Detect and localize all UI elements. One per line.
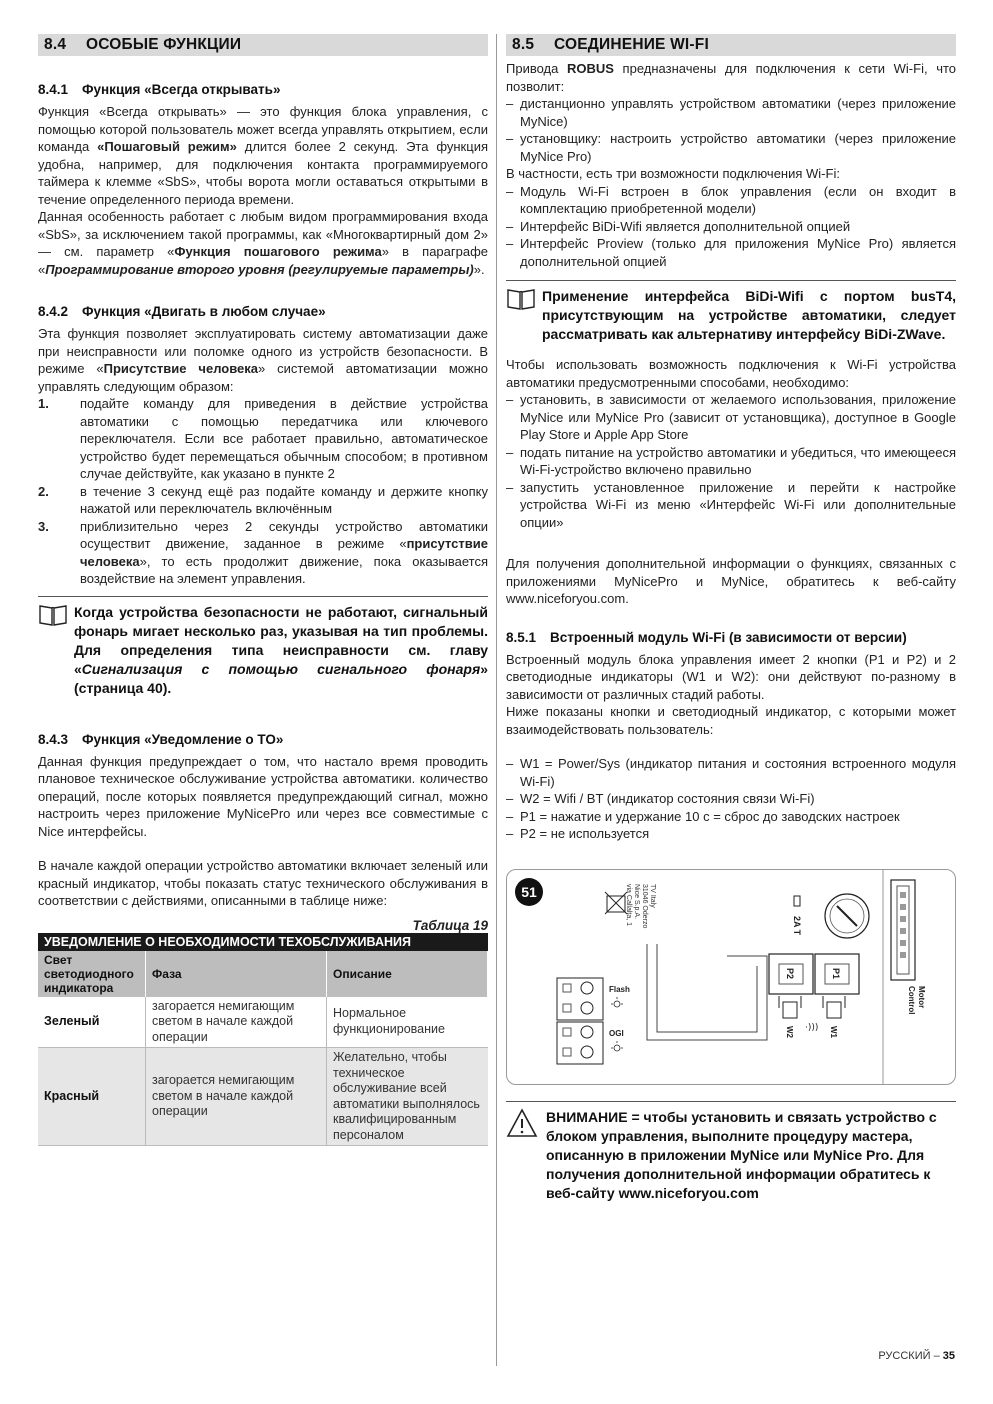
page-number: 35 bbox=[942, 1350, 955, 1362]
column-divider bbox=[496, 34, 497, 1366]
address-line: TV Italy bbox=[649, 883, 656, 908]
maintenance-table bbox=[38, 933, 488, 1147]
column-header: Описание bbox=[327, 951, 488, 997]
wifi-icon: ·))) bbox=[805, 1022, 819, 1033]
list-item: – W1 = Power/Sys (индикатор питания и состояния встроенного модуля Wi-Fi) bbox=[506, 755, 956, 790]
paragraph: Данная функция предупреждает о том, что настало время проводить плановое техническое обслуживание устройства автоматики. количество операций, после которых появляется предупреждающий сигнал, можно настроить через приложение MyNicePro или через все совместимые с Nice интерфейсы. bbox=[38, 753, 488, 839]
address-line: 31046 Oderzo bbox=[641, 883, 648, 928]
list-item: – P2 = не используется bbox=[506, 825, 956, 843]
paragraph: В начале каждой операции устройство автоматики включает зеленый или красный индикатор, чтобы показать статус технического обслуживания в соответствии с действиями, описанными в таблице ниже: bbox=[38, 858, 488, 908]
list-item: – W2 = Wifi / BT (индикатор состояния связи Wi-Fi) bbox=[506, 790, 956, 808]
button-p2-label: P2 bbox=[785, 967, 795, 979]
fuse-holder bbox=[825, 894, 869, 938]
terminal-block-ogi bbox=[557, 1022, 603, 1064]
note-text: Когда устройства безопасности не работают, сигнальный фонарь мигает несколько раз, указывая на тип проблемы. Для определения типа неисправности см. главу «Сигнализация с помощью сигнального фонаря» (страница 40). bbox=[74, 603, 488, 696]
list-item: – Интерфейс Proview (только для приложения MyNice Pro) является дополнительной опцией bbox=[506, 235, 956, 270]
list-item: – установщику: настроить устройство автоматики (через приложение MyNice Pro) bbox=[506, 130, 956, 165]
list-item: – Интерфейс BiDi-Wifi является дополнительной опцией bbox=[506, 218, 956, 236]
led-w1-label: W1 bbox=[829, 1025, 838, 1038]
list-item: – установить, в зависимости от желаемого использования, приложение MyNice или MyNice Pro (зависит от установщика), доступное в Google Play Store и Apple App Store bbox=[506, 391, 956, 444]
list-item: 1. подайте команду для приведения в действие устройства автоматики с помощью передатчика или ключевого переключателя. Если все работает правильно, автоматическое устройство будет перемещаться обычным способом; в противном случае действуйте, как указано в пункте 2 bbox=[38, 396, 488, 481]
paragraph: В частности, есть три возможности подключения Wi-Fi: bbox=[506, 166, 840, 181]
page-footer: РУССКИЙ – 35 bbox=[878, 1350, 955, 1362]
control-board-figure bbox=[506, 869, 956, 1085]
heading-8-4-2: 8.4.2 Функция «Двигать в любом случае» bbox=[38, 304, 326, 319]
led-w2-label: W2 bbox=[785, 1025, 794, 1038]
address-line: Nice S.p.A. bbox=[633, 883, 640, 919]
paragraph: Ниже показаны кнопки и светодиодный индикатор, с которыми может взаимодействовать пользователь: bbox=[506, 704, 956, 737]
book-icon bbox=[506, 287, 542, 316]
paragraph: Функция «Всегда открывать» — это функция блока управления, с помощью которой пользователь может всегда управлять открытием, если команда «Пошаговый режим» длится более 2 секунд. Эта функция удобна, например, для подключения контакта программируемого таймера к клемме «SbS», чтобы ворота могли оставаться открытыми в течение определенного периода времени. bbox=[38, 104, 488, 207]
motor-control-connector bbox=[891, 880, 915, 980]
waste-bin-icon bbox=[605, 892, 627, 914]
paragraph: Привода ROBUS предназначены для подключения к сети Wi-Fi, что позволит: bbox=[506, 61, 957, 94]
fuse-label: 2A T bbox=[792, 915, 802, 935]
note-block bbox=[38, 596, 488, 698]
column-header: Фаза bbox=[146, 951, 327, 997]
fuse-icon bbox=[794, 896, 800, 906]
table-title: Таблица 19 bbox=[412, 917, 488, 933]
led-w2 bbox=[779, 996, 801, 1039]
table-row: Красный загорается немигающим светом в начале каждой операции Желательно, чтобы техническое обслуживание всей автоматики выполнялось квалифицированным персоналом bbox=[38, 1048, 488, 1146]
paragraph: Встроенный модуль блока управления имеет 2 кнопки (P1 и P2) и 2 светодиодные индикаторы (W1 и W2): они действуют по-разному в зависимости от различных стадий работы. bbox=[506, 651, 956, 702]
led-w1 bbox=[823, 996, 845, 1039]
note-text: Применение интерфейса BiDi-Wifi с портом busT4, присутствующим на устройстве автоматики, следует рассматривать как альтернативу интерфейсу BiDi-ZWave. bbox=[542, 288, 956, 342]
button-p1-label: P1 bbox=[831, 967, 841, 979]
address-line: via Callalta, 1 bbox=[625, 883, 632, 926]
button-p1 bbox=[815, 954, 859, 994]
motor-control-label: Motor bbox=[917, 985, 926, 1008]
board-diagram bbox=[507, 870, 956, 1084]
heading-8-5-1: 8.5.1 Встроенный модуль Wi-Fi (в зависимости от версии) bbox=[506, 629, 907, 645]
paragraph: Эта функция позволяет эксплуатировать систему автоматизации даже при неисправности или поломке одного из устройств безопасности. В режиме «Присутствие человека» системой автоматизации можно управлять следующим образом: bbox=[38, 326, 489, 394]
column-header: Свет светодиодного индикатора bbox=[38, 951, 146, 997]
led-icon bbox=[611, 997, 623, 1007]
left-column bbox=[38, 34, 488, 1146]
table-row: Зеленый загорается немигающим светом в начале каждой операции Нормальное функционирование bbox=[38, 997, 488, 1048]
note-block bbox=[506, 280, 956, 344]
right-column bbox=[506, 34, 956, 1203]
paragraph: Чтобы использовать возможность подключения к Wi-Fi устройства автоматики предусмотренными способами, необходимо: bbox=[506, 357, 956, 390]
figure-number: 51 bbox=[521, 883, 537, 900]
list-item: 3. приблизительно через 2 секунды устройство автоматики осуществит движение, заданное в режиме «присутствие человека», то есть продолжит движение, пока оказывается воздействие на элемент управления. bbox=[38, 518, 488, 586]
book-icon bbox=[38, 603, 74, 632]
paragraph: Данная особенность работает с любым видом программирования входа «SbS», за исключением такой программы, как «Многоквартирный дом 2» — см. параметр «Функция пошагового режима» в параграфе «Программирование второго уровня (регулируемые параметры)». bbox=[38, 209, 489, 277]
heading-8-4-3: 8.4.3 Функция «Уведомление о ТО» bbox=[38, 731, 284, 747]
warning-text: ВНИМАНИЕ = чтобы установить и связать устройство с блоком управления, выполните процедуру мастера, описанную в приложении MyNice или MyNice Pro. Для получения дополнительной информации обратитесь к веб-сайту www.niceforyou.com bbox=[546, 1108, 937, 1201]
paragraph: Для получения дополнительной информации о функциях, связанных с приложениями MyNicePro и MyNice, обратитесь к веб-сайту www.niceforyou.com. bbox=[506, 556, 956, 606]
led-icon bbox=[611, 1041, 623, 1051]
warning-block bbox=[506, 1101, 956, 1203]
list-item: – P1 = нажатие и удержание 10 с = сброс до заводских настроек bbox=[506, 808, 956, 826]
ogi-label: OGI bbox=[609, 1028, 624, 1038]
table-header: УВЕДОМЛЕНИЕ О НЕОБХОДИМОСТИ ТЕХОБСЛУЖИВАНИЯ bbox=[38, 933, 488, 951]
motor-control-label: Control bbox=[907, 985, 916, 1014]
heading-8-4-1: 8.4.1 Функция «Всегда открывать» bbox=[38, 82, 281, 97]
section-heading-8-4: 8.4 ОСОБЫЕ ФУНКЦИИ bbox=[38, 34, 488, 56]
list-item: 2. в течение 3 секунд ещё раз подайте команду и держите кнопку нажатой или переключатель включённым bbox=[38, 483, 488, 516]
list-item: – подать питание на устройство автоматики и убедиться, что имеющееся Wi-Fi-устройство включено правильно bbox=[506, 444, 956, 479]
flash-label: Flash bbox=[609, 984, 630, 994]
list-item: – запустить установленное приложение и перейти к настройке устройства Wi-Fi из меню «Интерфейс Wi-Fi или дополнительные опции» bbox=[506, 479, 956, 532]
section-heading-8-5: 8.5 СОЕДИНЕНИЕ WI-FI bbox=[506, 34, 956, 56]
warning-icon bbox=[506, 1108, 546, 1143]
list-item: – дистанционно управлять устройством автоматики (через приложение MyNice) bbox=[506, 95, 956, 130]
terminal-block-flash bbox=[557, 978, 603, 1020]
list-item: – Модуль Wi-Fi встроен в блок управления (если он входит в комплектацию приобретенной модели) bbox=[506, 183, 956, 218]
button-p2 bbox=[769, 954, 813, 994]
